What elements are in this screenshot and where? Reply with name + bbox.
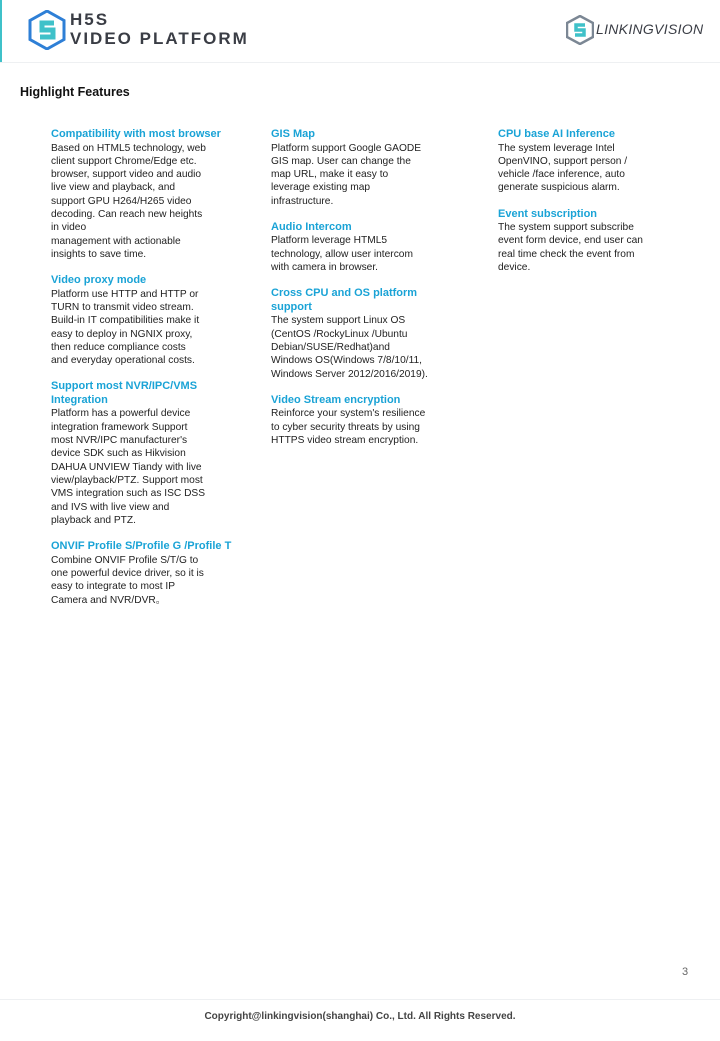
feature-block [271, 287, 461, 380]
feature-description-line: browser, support video and audio [51, 169, 202, 181]
feature-description-line: Combine ONVIF Profile S/T/G to [51, 554, 199, 566]
feature-description-line: Platform support Google GAODE [271, 142, 422, 154]
feature-description-line: client support Chrome/Edge etc. [51, 155, 197, 167]
feature-title: Support most NVR/IPC/VMS Integration [51, 380, 198, 406]
features-column-1 [51, 128, 241, 620]
feature-description-line: decoding. Can reach new heights [51, 208, 203, 220]
feature-description-line: in video [51, 222, 87, 234]
feature-block [51, 274, 241, 367]
feature-description-line: The system leverage Intel [498, 142, 615, 154]
feature-description [271, 314, 461, 380]
feature-description-line: VMS integration such as ISC DSS [51, 488, 206, 500]
feature-description [271, 407, 461, 447]
feature-block [498, 208, 680, 275]
feature-description-line: Camera and NVR/DVR。 [51, 594, 166, 606]
h5s-logo-icon [28, 10, 66, 50]
feature-title: Event subscription [498, 207, 598, 220]
feature-description-line: event form device, end user can [498, 235, 643, 247]
section-title: Highlight Features [20, 85, 130, 99]
feature-description-line: Debian/SUSE/Redhat)and [271, 341, 390, 353]
feature-description [271, 234, 461, 274]
feature-description-line: playback and PTZ. [51, 514, 136, 526]
feature-description-line: Windows Server 2012/2016/2019). [271, 368, 428, 380]
feature-description-line: HTTPS video stream encryption. [271, 434, 419, 446]
feature-title: Video Stream encryption [271, 393, 401, 406]
feature-block [498, 128, 680, 195]
feature-description-line: device SDK such as Hikvision [51, 448, 186, 460]
feature-title: GIS Map [271, 128, 316, 140]
feature-description-line: technology, allow user intercom [271, 248, 413, 260]
feature-description-line: most NVR/IPC manufacturer's [51, 435, 188, 447]
feature-title: Compatibility with most browser [51, 128, 221, 140]
feature-description [498, 221, 680, 274]
feature-description-line: to cyber security threats by using [271, 421, 420, 433]
feature-description-line: Platform leverage HTML5 [271, 235, 388, 247]
feature-description-line: and IVS with live view and [51, 501, 170, 513]
feature-description-line: easy to deploy in NGNIX proxy, [51, 328, 193, 340]
feature-block [51, 380, 241, 527]
feature-description-line: The system support Linux OS [271, 315, 406, 327]
brand-line-1: H5S [70, 10, 110, 29]
feature-description-line: support GPU H264/H265 video [51, 195, 192, 207]
features-column-2 [271, 128, 461, 460]
feature-description-line: live view and playback, and [51, 182, 176, 194]
feature-description-line: Windows OS(Windows 7/8/10/11, [271, 355, 422, 367]
feature-description-line: generate suspicious alarm. [498, 182, 620, 194]
feature-description-line: TURN to transmit video stream. [51, 301, 194, 313]
brand-line-2: VIDEO PLATFORM [70, 29, 249, 48]
feature-description-line: device. [498, 262, 531, 274]
feature-description-line: management with actionable [51, 235, 181, 247]
feature-description-line: The system support subscribe [498, 222, 634, 234]
page-footer [0, 999, 720, 1041]
feature-description-line: and everyday operational costs. [51, 355, 195, 367]
feature-block [271, 394, 461, 447]
brand-title [70, 10, 249, 48]
feature-description-line: infrastructure. [271, 195, 334, 207]
page-header [0, 0, 720, 63]
feature-description-line: DAHUA UNVIEW Tiandy with live [51, 461, 202, 473]
feature-description-line: Based on HTML5 technology, web [51, 142, 206, 154]
copyright-text: Copyright@linkingvision(shanghai) Co., Ltd. All Rights Reserved. [204, 1011, 516, 1022]
feature-description [51, 407, 241, 527]
feature-block [271, 221, 461, 274]
feature-description [498, 142, 680, 195]
feature-title: Audio Intercom [271, 220, 352, 233]
feature-title: CPU base AI Inference [498, 128, 615, 140]
feature-title: Video proxy mode [51, 274, 147, 287]
feature-description-line: (CentOS /RockyLinux /Ubuntu [271, 328, 408, 340]
feature-block [51, 128, 241, 261]
feature-description-line: GIS map. User can change the [271, 155, 411, 167]
feature-description-line: map URL, make it easy to [271, 169, 389, 181]
feature-description-line: view/playback/PTZ. Support most [51, 474, 203, 486]
feature-description [51, 554, 241, 607]
feature-description [51, 288, 241, 368]
page-number: 3 [682, 966, 689, 978]
feature-description [271, 142, 461, 208]
header-accent-bar [0, 0, 2, 62]
feature-description-line: Platform has a powerful device [51, 408, 191, 420]
feature-description-line: Reinforce your system's resilience [271, 408, 426, 420]
feature-title: ONVIF Profile S/Profile G /Profile T [51, 540, 232, 553]
feature-description-line: Platform use HTTP and HTTP or [51, 288, 199, 300]
feature-description-line: integration framework Support [51, 421, 188, 433]
feature-description-line: easy to integrate to most IP [51, 581, 176, 593]
feature-description-line: leverage existing map [271, 182, 371, 194]
feature-description-line: then reduce compliance costs [51, 341, 186, 353]
linkingvision-logo-icon [566, 15, 594, 45]
feature-block [51, 540, 241, 607]
feature-block [271, 128, 461, 208]
feature-description-line: real time check the event from [498, 248, 635, 260]
feature-description-line: one powerful device driver, so it is [51, 567, 204, 579]
feature-title: Cross CPU and OS platform support [271, 287, 418, 313]
feature-description-line: Build-in IT compatibilities make it [51, 315, 200, 327]
feature-description-line: insights to save time. [51, 248, 147, 260]
feature-description [51, 142, 241, 262]
features-column-3 [498, 128, 680, 287]
feature-description-line: OpenVINO, support person / [498, 155, 628, 167]
company-logo-text: LINKINGVISION [596, 21, 704, 37]
feature-description-line: with camera in browser. [271, 262, 379, 274]
feature-description-line: vehicle /face inference, auto [498, 169, 625, 181]
